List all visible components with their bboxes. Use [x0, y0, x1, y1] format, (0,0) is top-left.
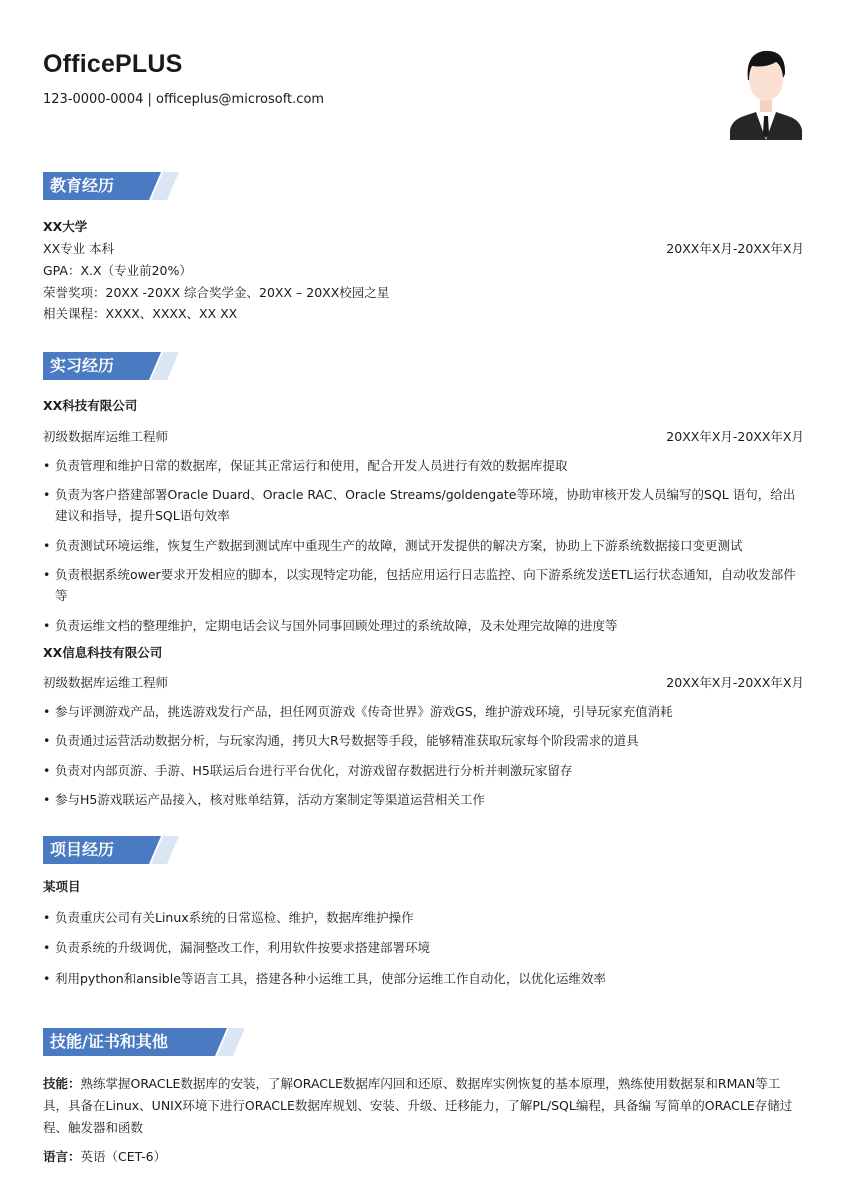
- job-date: 20XX年X月-20XX年X月: [666, 429, 804, 444]
- job-role: 初级数据库运维工程师: [43, 429, 169, 444]
- bullet-icon: •: [43, 910, 51, 925]
- list-item: • 负责系统的升级调优，漏洞整改工作，利用软件按要求搭建部署环境: [43, 937, 805, 958]
- education-date: 20XX年X月-20XX年X月: [666, 241, 804, 256]
- bullet-icon: •: [43, 733, 51, 748]
- section-title: 实习经历: [50, 356, 115, 375]
- bullet-icon: •: [43, 538, 51, 553]
- bullet-icon: •: [43, 618, 51, 633]
- company-name: XX科技有限公司: [43, 398, 138, 413]
- list-item: • 负责为客户搭建部署Oracle Duard、Oracle RAC、Oracle Streams/goldengate等环境，协助审核开发人员编写的SQL 语句，给出建议和指导，提升SQL语句效率: [43, 484, 805, 526]
- major: XX专业 本科: [43, 241, 115, 256]
- list-item: • 利用python和ansible等语言工具，搭建各种小运维工具，使部分运维工作自动化，以优化运维效率: [43, 968, 805, 989]
- language-text: 英语（CET-6）: [80, 1149, 167, 1164]
- avatar: [728, 44, 804, 140]
- language-label: 语言：: [43, 1149, 81, 1164]
- courses: 相关课程：XXXX、XXXX、XX XX: [43, 306, 238, 321]
- company-name: XX信息科技有限公司: [43, 645, 163, 660]
- bullet-icon: •: [43, 704, 51, 719]
- list-item: • 负责通过运营活动数据分析，与玩家沟通，拷贝大R号数据等手段，能够精准获取玩家每个阶段需求的道具: [43, 730, 805, 751]
- skills-label: 技能：: [43, 1076, 81, 1091]
- list-item: • 负责管理和维护日常的数据库，保证其正常运行和使用，配合开发人员进行有效的数据库提取: [43, 455, 805, 476]
- bullet-icon: •: [43, 567, 51, 582]
- honors: 荣誉奖项：20XX -20XX 综合奖学金、20XX – 20XX校园之星: [43, 285, 390, 300]
- section-header-skills: [43, 1028, 239, 1056]
- bullet-icon: •: [43, 971, 51, 986]
- list-item: • 负责运维文档的整理维护，定期电话会议与国外同事回顾处理过的系统故障，及未处理完故障的进度等: [43, 615, 805, 636]
- language-paragraph: [43, 1146, 805, 1168]
- bullet-icon: •: [43, 458, 51, 473]
- gpa: GPA：X.X（专业前20%）: [43, 263, 192, 278]
- bullet-icon: •: [43, 940, 51, 955]
- section-header-education: [43, 172, 173, 200]
- resume-name: OfficePLUS: [43, 50, 183, 78]
- skills-text: 熟练掌握ORACLE数据库的安装，了解ORACLE数据库闪回和还原、数据库实例恢复的基本原理，熟练使用数据泵和RMAN等工具，具备在Linux、UNIX环境下进行ORACLE数据库规划、安装、升级、迁移能力，了解PL/SQL编程，具备编 写简单的ORACLE存储过程、触发器和函数: [43, 1076, 793, 1135]
- list-item: • 负责对内部页游、手游、H5联运后台进行平台优化，对游戏留存数据进行分析并刺激玩家留存: [43, 760, 805, 781]
- section-header-project: [43, 836, 173, 864]
- list-item: • 参与评测游戏产品，挑选游戏发行产品，担任网页游戏《传奇世界》游戏GS，维护游戏环境，引导玩家充值消耗: [43, 701, 805, 722]
- list-item: • 参与H5游戏联运产品接入，核对账单结算，活动方案制定等渠道运营相关工作: [43, 789, 805, 810]
- bullet-icon: •: [43, 763, 51, 778]
- project-name: 某项目: [43, 879, 81, 894]
- bullet-icon: •: [43, 487, 51, 502]
- job-role: 初级数据库运维工程师: [43, 675, 169, 690]
- section-title: 技能/证书和其他: [50, 1032, 168, 1051]
- school-name: XX大学: [43, 219, 88, 234]
- skills-paragraph: [43, 1073, 805, 1139]
- bullet-icon: •: [43, 792, 51, 807]
- section-title: 项目经历: [50, 840, 115, 859]
- list-item: • 负责重庆公司有关Linux系统的日常巡检、维护，数据库维护操作: [43, 907, 805, 928]
- section-header-internship: [43, 352, 173, 380]
- list-item: • 负责根据系统ower要求开发相应的脚本，以实现特定功能，包括应用运行日志监控、向下游系统发送ETL运行状态通知，自动收发部件等: [43, 564, 805, 606]
- job-date: 20XX年X月-20XX年X月: [666, 675, 804, 690]
- contact-info: 123-0000-0004 | officeplus@microsoft.com: [43, 92, 325, 107]
- list-item: • 负责测试环境运维，恢复生产数据到测试库中重现生产的故障，测试开发提供的解决方案，协助上下游系统数据接口变更测试: [43, 535, 805, 556]
- section-title: 教育经历: [50, 176, 115, 195]
